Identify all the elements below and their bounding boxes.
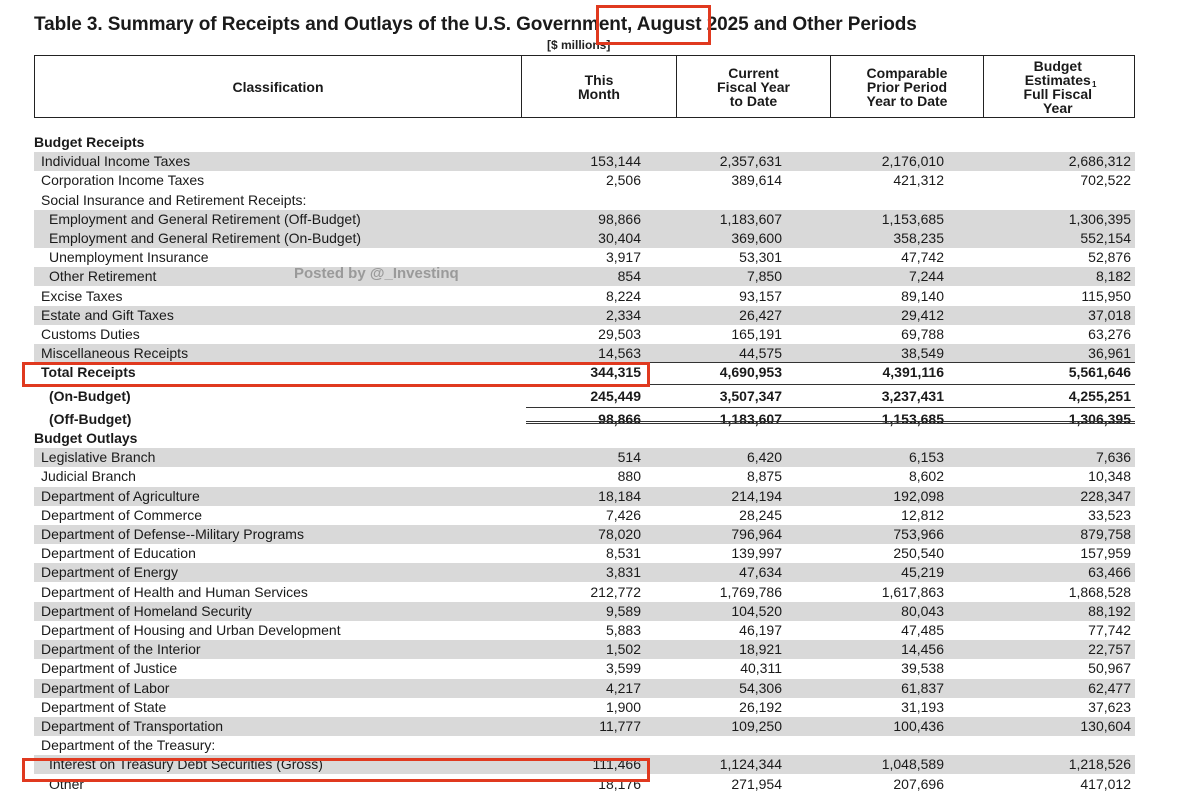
footnote-marker: 1 [1092,79,1097,89]
value-this-month: 7,426 [605,506,641,523]
value-budget-estimate: 22,757 [1088,641,1131,658]
value-prior-period: 250,540 [893,545,944,562]
value-current-fy: 28,245 [739,506,782,523]
row-label: Department of Housing and Urban Development [41,622,341,638]
value-budget-estimate: 10,348 [1088,468,1131,485]
value-budget-estimate: 879,758 [1080,526,1131,542]
header-budget-estimates-text: Budget Estimates Full Fiscal Year [1023,57,1092,116]
watermark: Posted by @_Investinq [294,265,459,282]
value-prior-period: 45,219 [901,564,944,581]
value-this-month: 344,315 [590,364,641,381]
section-heading [34,133,1135,152]
value-current-fy: 26,427 [739,306,782,323]
table-row [34,544,1135,563]
value-current-fy: 214,194 [731,487,782,504]
table-row [34,467,1135,486]
value-current-fy: 46,197 [739,622,782,638]
row-label: Department of Homeland Security [41,602,252,619]
value-this-month: 5,883 [605,622,641,638]
value-this-month: 30,404 [598,230,641,246]
row-label: Department of Defense--Military Programs [41,526,304,542]
value-prior-period: 47,485 [901,622,944,638]
row-label: Department of Transportation [41,718,224,734]
value-prior-period: 38,549 [901,345,944,362]
value-budget-estimate: 2,686,312 [1068,153,1131,170]
table-row [34,602,1135,621]
table-row [34,775,1135,794]
value-current-fy: 47,634 [739,564,782,581]
value-budget-estimate: 7,636 [1095,449,1131,466]
value-current-fy: 139,997 [731,545,782,562]
value-this-month: 11,777 [599,718,641,734]
row-label: Budget Receipts [34,134,145,150]
value-current-fy: 796,964 [731,526,782,542]
row-label: Total Receipts [41,364,136,381]
value-this-month: 3,831 [605,564,641,581]
on-budget-rule [526,407,1135,408]
table-row [34,325,1135,344]
value-budget-estimate: 63,466 [1088,564,1131,581]
value-current-fy: 18,921 [739,641,782,658]
value-prior-period: 6,153 [908,449,944,466]
value-this-month: 18,184 [598,487,641,504]
value-this-month: 514 [617,449,641,466]
table-row [34,487,1135,506]
units-label: [$ millions] [547,38,611,52]
row-label: Miscellaneous Receipts [41,345,189,362]
value-prior-period: 1,153,685 [881,410,944,427]
value-this-month: 1,502 [605,641,641,658]
row-label: Department of Health and Human Services [41,583,308,600]
value-this-month: 4,217 [605,679,641,696]
value-this-month: 98,866 [598,410,641,427]
value-budget-estimate: 228,347 [1080,487,1131,504]
table-row [34,698,1135,717]
value-budget-estimate: 417,012 [1080,775,1131,792]
table-header [34,55,1135,118]
row-label: Department of Commerce [41,506,203,523]
table-row [34,755,1135,774]
value-current-fy: 1,769,786 [719,583,782,600]
value-current-fy: 44,575 [739,345,782,362]
value-current-fy: 3,507,347 [719,387,782,404]
value-budget-estimate: 50,967 [1088,660,1131,677]
total-rule-bottom [526,384,1135,385]
value-this-month: 78,020 [598,526,641,542]
value-current-fy: 104,520 [731,602,782,619]
row-label: Corporation Income Taxes [41,172,205,189]
table-row [34,171,1135,190]
value-budget-estimate: 157,959 [1080,545,1131,562]
value-prior-period: 12,812 [901,506,944,523]
value-budget-estimate: 702,522 [1080,172,1131,189]
row-label: Employment and General Retirement (Off-Budget) [49,210,361,227]
value-prior-period: 100,436 [893,718,944,734]
table-row [34,659,1135,678]
table-row [34,736,1135,755]
table-row [34,583,1135,602]
value-current-fy: 54,306 [739,679,782,696]
value-budget-estimate: 77,742 [1088,622,1131,638]
value-budget-estimate: 37,623 [1088,698,1131,715]
value-this-month: 2,334 [605,306,641,323]
row-label: Department of Education [41,545,196,562]
value-budget-estimate: 552,154 [1080,230,1131,246]
row-label: Department of Agriculture [41,487,200,504]
value-budget-estimate: 4,255,251 [1068,387,1131,404]
value-prior-period: 753,966 [893,526,944,542]
value-current-fy: 389,614 [731,172,782,189]
value-current-fy: 369,600 [731,230,782,246]
value-this-month: 2,506 [605,172,641,189]
value-budget-estimate: 1,306,395 [1068,410,1131,427]
value-this-month: 245,449 [590,387,641,404]
table-row [34,152,1135,171]
header-classification: Classification [232,78,324,95]
value-this-month: 880 [617,468,641,485]
table-row [34,525,1135,544]
value-current-fy: 40,311 [740,660,782,677]
value-budget-estimate: 63,276 [1088,326,1131,342]
table-row [34,640,1135,659]
value-current-fy: 2,357,631 [719,153,782,170]
value-budget-estimate: 33,523 [1088,506,1131,523]
value-current-fy: 53,301 [739,249,782,266]
value-prior-period: 29,412 [901,306,944,323]
value-prior-period: 31,193 [901,698,944,715]
table-row [34,410,1135,429]
value-budget-estimate: 5,561,646 [1068,364,1131,381]
table-row [34,679,1135,698]
table-row [34,267,1135,286]
value-current-fy: 8,875 [746,468,782,485]
row-label: Department of Labor [41,679,170,696]
value-budget-estimate: 130,604 [1080,718,1131,734]
row-label: Other [49,775,85,792]
table-row [34,506,1135,525]
table-title: Table 3. Summary of Receipts and Outlays of the U.S. Government, August 2025 and Other Periods [34,14,917,35]
value-budget-estimate: 62,477 [1088,679,1131,696]
value-this-month: 9,589 [605,602,641,619]
table-row [34,229,1135,248]
row-label: Interest on Treasury Debt Securities (Gross) [49,756,323,773]
table-row [34,248,1135,267]
value-prior-period: 80,043 [901,602,944,619]
value-budget-estimate: 1,218,526 [1068,756,1131,773]
row-label: (Off-Budget) [49,410,132,427]
value-current-fy: 93,157 [739,287,782,304]
table-row [34,387,1135,406]
value-current-fy: 1,183,607 [719,410,782,427]
row-label: Legislative Branch [41,449,156,466]
header-prior-period [830,56,983,117]
row-label: Estate and Gift Taxes [41,306,174,323]
value-this-month: 8,531 [605,545,641,562]
row-label: Budget Outlays [34,430,138,446]
value-this-month: 14,563 [598,345,641,362]
value-current-fy: 6,420 [746,449,782,466]
table-row [34,287,1135,306]
table-row [34,717,1135,736]
value-prior-period: 207,696 [893,775,944,792]
row-label: Employment and General Retirement (On-Budget) [49,230,362,246]
row-label: Unemployment Insurance [49,249,209,266]
table-row [34,448,1135,467]
value-budget-estimate: 8,182 [1095,268,1131,285]
row-label: Department of the Treasury: [41,737,216,754]
value-prior-period: 4,391,116 [882,364,944,381]
value-prior-period: 69,788 [901,326,944,342]
value-prior-period: 7,244 [908,268,944,285]
table-row [34,621,1135,640]
row-label: (On-Budget) [49,387,131,404]
value-budget-estimate: 37,018 [1088,306,1131,323]
header-this-month: This Month [521,56,676,117]
value-prior-period: 8,602 [908,468,944,485]
value-prior-period: 2,176,010 [881,153,944,170]
header-current-fiscal-year: Current Fiscal Year to Date [676,56,830,117]
row-label: Other Retirement [49,268,157,285]
table-row [34,344,1135,363]
value-current-fy: 165,191 [731,326,782,342]
row-label: Department of Energy [41,564,178,581]
value-prior-period: 192,098 [893,487,944,504]
row-label: Department of Justice [41,660,178,677]
value-current-fy: 1,124,344 [719,756,782,773]
row-label: Department of the Interior [41,641,201,658]
row-label: Judicial Branch [41,468,136,485]
row-label: Excise Taxes [41,287,123,304]
off-budget-double-rule [526,421,1135,424]
value-prior-period: 89,140 [901,287,944,304]
value-this-month: 3,599 [605,660,641,677]
table-row [34,210,1135,229]
table-row [34,306,1135,325]
value-this-month: 98,866 [598,210,641,227]
value-this-month: 18,176 [598,775,641,792]
value-this-month: 153,144 [590,153,641,170]
value-current-fy: 1,183,607 [719,210,782,227]
row-label: Individual Income Taxes [41,153,191,170]
value-this-month: 854 [617,268,641,285]
total-rule-top [526,362,1135,363]
value-prior-period: 14,456 [901,641,944,658]
value-prior-period: 47,742 [901,249,944,266]
section-heading [34,429,1135,448]
value-this-month: 212,772 [590,583,641,600]
value-prior-period: 1,617,863 [881,583,944,600]
value-budget-estimate: 1,306,395 [1068,210,1131,227]
value-this-month: 29,503 [598,326,641,342]
value-prior-period: 358,235 [893,230,944,246]
value-prior-period: 1,048,589 [881,756,944,773]
value-current-fy: 26,192 [739,698,782,715]
value-budget-estimate: 115,950 [1081,287,1131,304]
value-this-month: 1,900 [605,698,641,715]
value-current-fy: 4,690,953 [719,364,782,381]
value-prior-period: 1,153,685 [881,210,944,227]
row-label: Customs Duties [41,326,140,342]
value-prior-period: 61,837 [901,679,944,696]
table-row [34,191,1135,210]
value-budget-estimate: 1,868,528 [1068,583,1131,600]
table-row [34,363,1135,382]
row-label: Social Insurance and Retirement Receipts: [41,191,307,208]
value-current-fy: 271,954 [731,775,782,792]
value-budget-estimate: 36,961 [1088,345,1131,362]
header-prior-period-text: Comparable Prior Period Year to Date [866,64,948,109]
header-budget-estimates [983,56,1136,117]
value-this-month: 3,917 [605,249,641,266]
row-label: Department of State [41,698,167,715]
value-budget-estimate: 52,876 [1088,249,1131,266]
table-row [34,563,1135,582]
value-this-month: 111,466 [592,756,641,773]
value-budget-estimate: 88,192 [1088,602,1131,619]
value-prior-period: 3,237,431 [881,387,944,404]
value-this-month: 8,224 [605,287,641,304]
value-current-fy: 7,850 [746,268,782,285]
value-prior-period: 421,312 [893,172,944,189]
value-current-fy: 109,250 [731,718,782,734]
value-prior-period: 39,538 [901,660,944,677]
